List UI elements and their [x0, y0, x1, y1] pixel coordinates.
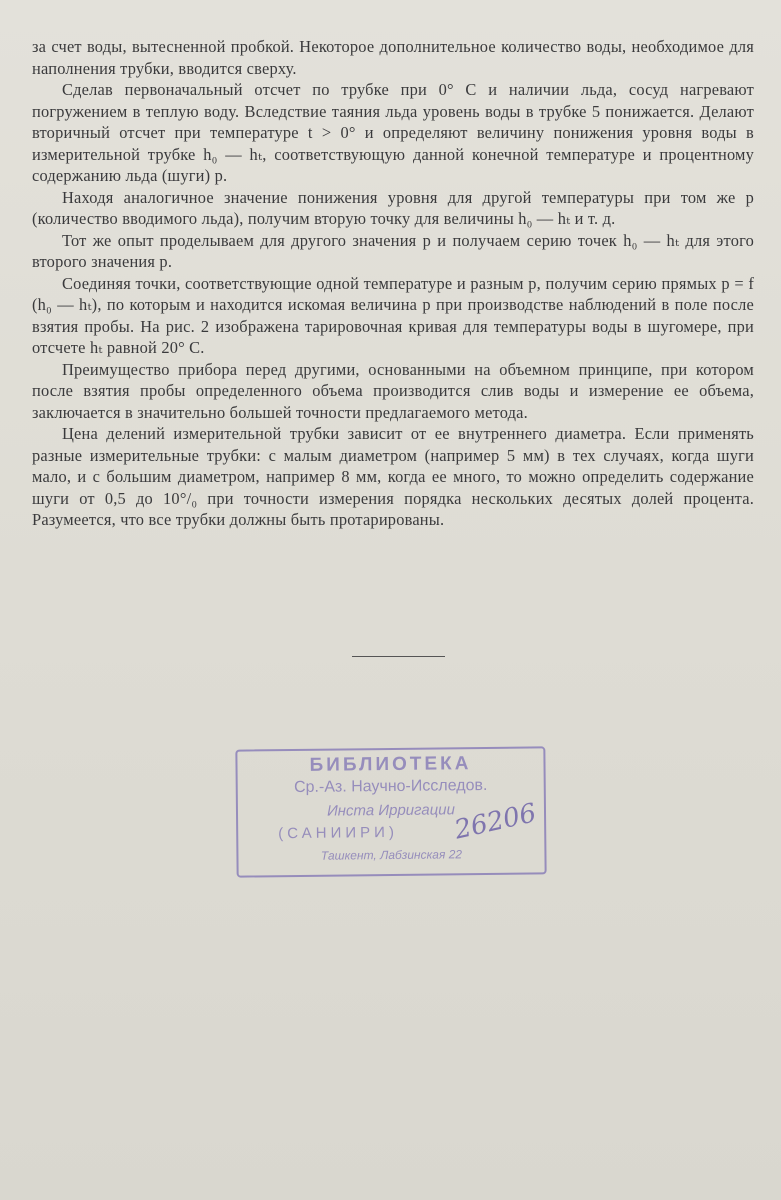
- stamp-line-abbrev: (САНИИРИ): [278, 823, 398, 843]
- stamp-inventory-number: 26206: [451, 798, 540, 846]
- paragraph-4: Тот же опыт проделываем для другого значения p и получаем серию точек h₀ — hₜ для этого второго значения p.: [32, 230, 754, 271]
- stamp-line-institute: Ср.-Аз. Научно-Исследов.: [293, 776, 488, 797]
- paragraph-7: Цена делений измерительной трубки зависит от ее внутреннего диаметра. Если применять разные измерительные трубки: с малым диаметром (например 5 мм) в тех случаях, когда шуги мало, и с большим диаметром, например 8 мм, когда ее много, то можно определить содержание шуги от 0,5 до 10°/₀ при точности измерения порядка нескольких десятых долей процента. Разумеется, что все трубки должны быть протарированы.: [32, 424, 754, 529]
- stamp-line-library: БИБЛИОТЕКА: [309, 753, 472, 776]
- stamp-line-irrigation: Инста Ирригации: [326, 801, 456, 820]
- paragraph-6: Преимущество прибора перед другими, основанными на объемном принципе, при котором после взятия пробы определенного объема производится слив воды и измерение ее объема, заключается в значительно большей точности предлагаемого метода.: [32, 359, 754, 422]
- paragraph-1: за счет воды, вытесненной пробкой. Некоторое дополнительное количество воды, необходимое для наполнения трубки, вводится сверху.: [32, 37, 754, 78]
- body-text: [32, 36, 754, 531]
- library-stamp: [235, 746, 546, 877]
- paragraph-5: Соединяя точки, соответствующие одной температуре и разным p, получим серию прямых p = f (h₀ — hₜ), по которым и находится искомая величина p при производстве наблюдений в поле после взятия пробы. На рис. 2 изображена тарировочная кривая для температуры воды в шугомере, при отсчете hₜ равной 20° С.: [32, 273, 754, 357]
- paragraph-2: Сделав первоначальный отсчет по трубке при 0° C и наличии льда, сосуд нагревают погружением в теплую воду. Вследствие таяния льда уровень воды в трубке 5 понижается. Делают вторичный отсчет при температуре t > 0° и определяют величину понижения уровня воды в измерительной трубке h₀ — hₜ, соответствующую данной конечной температуре и процентному содержанию льда (шуги) p.: [32, 80, 754, 185]
- section-divider: [352, 656, 445, 657]
- stamp-line-address: Ташкент, Лабзинская 22: [320, 847, 463, 863]
- paragraph-3: Находя аналогичное значение понижения уровня для другой температуры при том же p (количество вводимого льда), получим вторую точку для величины h₀ — hₜ и т. д.: [32, 187, 754, 228]
